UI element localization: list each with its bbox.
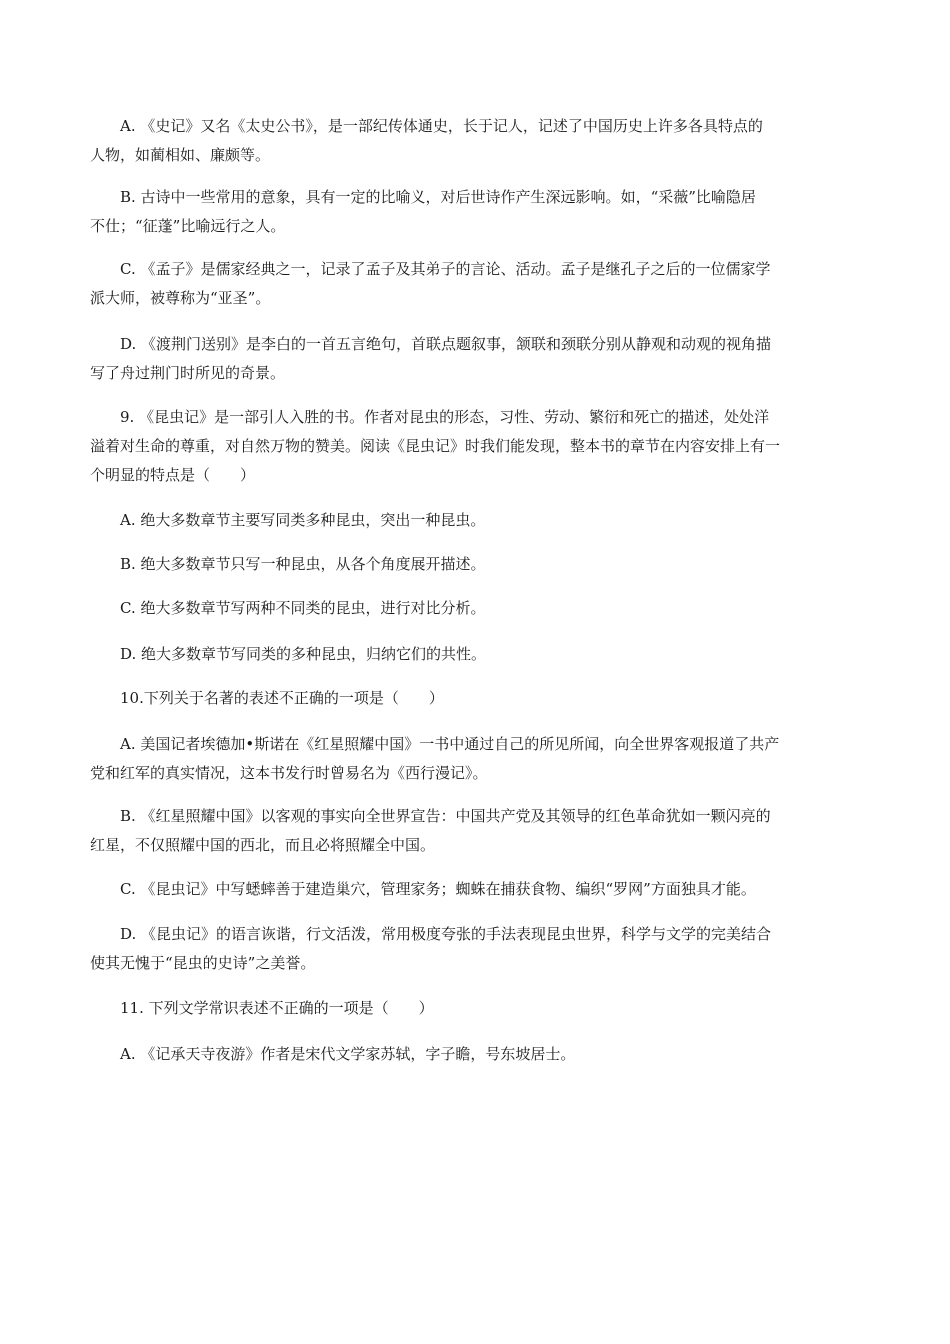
q8-option-d — [90, 330, 850, 388]
q10-option-b-line2: 红星，不仅照耀中国的西北，而且必将照耀全中国。 — [90, 836, 436, 854]
q9-stem-line3: 个明显的特点是（ ） — [90, 466, 256, 484]
q9-option-c: C. 绝大多数章节写两种不同类的昆虫，进行对比分析。 — [120, 599, 486, 617]
q8-option-d-line2: 写了舟过荆门时所见的奇景。 — [90, 364, 286, 382]
q11-option-a: A. 《记承天寺夜游》作者是宋代文学家苏轼，字子瞻，号东坡居士。 — [120, 1045, 576, 1063]
q8-option-a — [90, 112, 850, 170]
q10-stem: 10.下列关于名著的表述不正确的一项是（ ） — [120, 689, 444, 707]
q8-option-b-line2: 不仕；“征蓬”比喻远行之人。 — [90, 217, 286, 235]
q8-option-c — [90, 255, 850, 313]
q9-stem-line2: 溢着对生命的尊重，对自然万物的赞美。阅读《昆虫记》时我们能发现，整本书的章节在内容安排上有一 — [90, 437, 781, 455]
q9-option-d: D. 绝大多数章节写同类的多种昆虫，归纳它们的共性。 — [120, 645, 487, 663]
q10-option-c: C. 《昆虫记》中写蟋蟀善于建造巢穴，管理家务；蜘蛛在捕获食物、编织“罗网”方面独具才能。 — [120, 880, 756, 898]
q10-option-d-line2: 使其无愧于“昆虫的史诗”之美誉。 — [90, 954, 316, 972]
q10-option-d-line1: D. 《昆虫记》的语言诙谐，行文活泼，常用极度夸张的手法表现昆虫世界，科学与文学的完美结合 — [120, 925, 772, 943]
q8-option-d-line1: D. 《渡荆门送别》是李白的一首五言绝句，首联点题叙事，颔联和颈联分别从静观和动观的视角描 — [120, 335, 772, 353]
q8-option-c-line2: 派大师，被尊称为“亚圣”。 — [90, 289, 271, 307]
q8-option-a-line1: A. 《史记》又名《太史公书》，是一部纪传体通史，长于记人，记述了中国历史上许多各具特点的 — [120, 117, 763, 135]
q10-option-a — [90, 730, 850, 788]
q9-stem-line1: 9. 《昆虫记》是一部引人入胜的书。作者对昆虫的形态，习性、劳动、繁衍和死亡的描述，处处洋 — [120, 408, 770, 426]
q10-option-d — [90, 920, 850, 978]
q10-option-b — [90, 802, 850, 860]
q10-option-a-line1: A. 美国记者埃德加•斯诺在《红星照耀中国》一书中通过自己的所见所闻，向全世界客观报道了共产 — [120, 735, 780, 753]
q10-option-b-line1: B. 《红星照耀中国》以客观的事实向全世界宣告：中国共产党及其领导的红色革命犹如一颗闪亮的 — [120, 807, 771, 825]
q9-option-a: A. 绝大多数章节主要写同类多种昆虫，突出一种昆虫。 — [120, 511, 486, 529]
q8-option-b-line1: B. 古诗中一些常用的意象，具有一定的比喻义，对后世诗作产生深远影响。如，“采薇”比喻隐居 — [120, 188, 756, 206]
q9-option-b: B. 绝大多数章节只写一种昆虫，从各个角度展开描述。 — [120, 555, 486, 573]
q10-option-a-line2: 党和红军的真实情况，这本书发行时曾易名为《西行漫记》。 — [90, 764, 488, 782]
q8-option-b — [90, 183, 850, 241]
q8-option-a-line2: 人物，如蔺相如、廉颇等。 — [90, 146, 271, 164]
q8-option-c-line1: C. 《孟子》是儒家经典之一，记录了孟子及其弟子的言论、活动。孟子是继孔子之后的一位儒家学 — [120, 260, 771, 278]
q9-stem — [90, 403, 850, 490]
q11-stem: 11. 下列文学常识表述不正确的一项是（ ） — [120, 999, 434, 1017]
